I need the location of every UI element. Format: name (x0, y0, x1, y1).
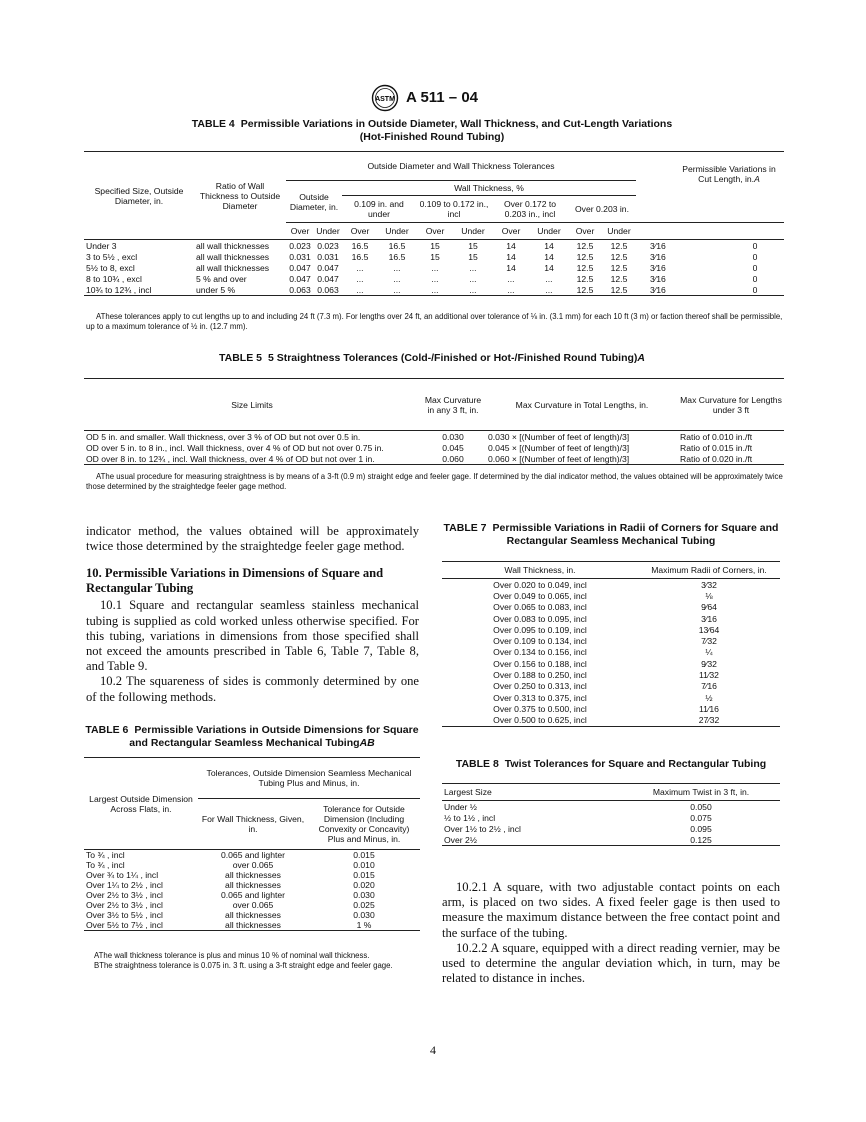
table-cell: Over 0.156 to 0.188, incl (493, 658, 587, 669)
table-cell: 9⁄64 (701, 602, 717, 613)
table-cell: 1 % (356, 920, 372, 930)
table-cell: all thicknesses (225, 870, 281, 880)
table-cell: Over 0.065 to 0.083, incl (493, 602, 587, 613)
table-cell: To ¾ , incl (86, 860, 125, 870)
table-row (442, 624, 780, 635)
table-cell: Over 0.109 to 0.134, incl (493, 636, 587, 647)
table-row (84, 890, 420, 900)
table-cell: 16.5 (388, 251, 406, 262)
table-cell: Over 0.188 to 0.250, incl (493, 670, 587, 681)
table5-title: TABLE 5 5 Straightness Tolerances (Cold-/Finished or Hot-/Finished Round Tubing)A (218, 352, 646, 364)
table-row (442, 635, 780, 646)
table-cell: 0.045 × [(Number of feet of length)/3] (488, 442, 630, 453)
table-cell: all thicknesses (225, 920, 281, 930)
table-cell: Over 2½ to 3½ , incl (86, 890, 163, 900)
table-cell: ... (356, 284, 364, 295)
table-cell: 12.5 (610, 273, 628, 284)
paragraph-10-2: 10.2 The squareness of sides is commonly determined by one of the following methods. (86, 674, 419, 704)
table-cell: 15 (430, 240, 440, 251)
table-row (442, 801, 780, 813)
table-cell: 12.5 (610, 240, 628, 251)
right-column-text (442, 880, 780, 986)
table7-title: TABLE 7 Permissible Variations in Radii of Corners for Square and Rectangular Seamless Mechanical Tubing (443, 522, 779, 547)
table-row (442, 692, 780, 703)
table-cell: 0.063 (317, 284, 339, 295)
table-row (84, 900, 420, 910)
table-row (442, 602, 780, 613)
table-cell: 0.023 (317, 240, 339, 251)
table-cell: ... (393, 262, 401, 273)
table-cell: 14 (506, 262, 516, 273)
table-cell: 0.095 (690, 823, 712, 834)
table-cell: Ratio of 0.015 in./ft (680, 442, 753, 453)
table-cell: ½ to 1½ , incl (444, 812, 496, 823)
table-cell: over 0.065 (232, 860, 274, 870)
table-cell: 0.030 (353, 910, 375, 920)
section-10-heading: 10. Permissible Variations in Dimensions of Square and Rectangular Tubing (86, 566, 384, 596)
table-cell: 0.031 (317, 251, 339, 262)
table-cell: Over 3½ to 5½ , incl (86, 910, 163, 920)
table-cell: 15 (468, 251, 478, 262)
table-cell: 16.5 (351, 240, 369, 251)
table-cell: 0.015 (353, 850, 375, 860)
table-row (84, 920, 420, 931)
table-row (84, 262, 784, 273)
table-cell: 0 (752, 240, 758, 251)
table5-footnote: AThe usual procedure for measuring straightness is by means of a 3-ft (0.9 m) straight edge and feeler gage. If determined by the dial indicator method, the values obtained will be approximately twice those determined by the straightedge feeler gage method. (86, 472, 783, 491)
table-cell: Ratio of 0.010 in./ft (680, 431, 753, 442)
table-cell: 0.015 (353, 870, 375, 880)
table-cell: 12.5 (576, 262, 594, 273)
table-cell: Over 2½ to 3½ , incl (86, 900, 163, 910)
table4-title: TABLE 4 Permissible Variations in Outside Diameter, Wall Thickness, and Cut-Length Variations (Hot-Finished Round Tubing) (191, 118, 673, 143)
table-cell: 3⁄32 (701, 579, 717, 590)
table-row (442, 658, 780, 669)
table-cell: 11⁄32 (699, 670, 719, 681)
table-cell: Over ¾ to 1¼ , incl (86, 870, 159, 880)
table-cell: 8 to 10¾ , excl (86, 273, 142, 284)
table-cell: ... (431, 284, 439, 295)
table7: Wall Thickness, in. Maximum Radii of Corners, in. Over 0.020 to 0.049, incl 3⁄32 Over 0.049 to 0.065, incl ⅛ Over 0.065 to 0.083, incl 9⁄64 Over 0.083 to 0.095, incl 3⁄16 Over 0.095 to 0.109, incl 13⁄64 Over 0.109 to 0.134, incl 7⁄32 Over 0.134 to 0.156, incl ¼ Over 0.156 to 0.188, incl 9⁄32 Over 0.188 to 0.250, incl 11⁄32 Over 0.250 to 0.313, incl 7⁄16 Over 0.313 to 0.375, incl ½ Over 0.375 to 0.500, incl 11⁄16 Over 0.500 to 0.625, incl 27⁄32 (442, 561, 780, 727)
table-cell: 14 (544, 262, 554, 273)
table-row (442, 579, 780, 591)
table-row (84, 453, 784, 465)
table-row (84, 860, 420, 870)
table-cell: 7⁄16 (701, 681, 717, 692)
table-cell: ... (545, 284, 553, 295)
svg-text:ASTM: ASTM (375, 96, 395, 103)
table-row (442, 681, 780, 692)
table-cell: 14 (544, 251, 554, 262)
table-cell: all thicknesses (225, 910, 281, 920)
table-cell: 0.047 (289, 262, 311, 273)
table-row (84, 284, 784, 296)
table6: Largest Outside Dimension Across Flats, in. Tolerances, Outside Dimension Seamless Mechanical Tubing Plus and Minus, in. For Wall Thickness, Given, in. Tolerance for Outside Dimension (Including Convexity or Concavity) Plus and Minus, in. To ¾ , incl 0.065 and lighter 0.015 To ¾ , incl over 0.065 0.010 Over ¾ to 1¼ , incl all thicknesses 0.015 Over 1¼ to 2½ , incl all thicknesses 0.020 Over 2½ to 3½ , incl 0.065 and lighter 0.030 Over 2½ to 3½ , incl over 0.065 0.025 Over 3½ to 5½ , incl all thicknesses 0.030 Over 5½ to 7½ , incl all thicknesses 1 % (84, 757, 420, 931)
table8: Largest Size Maximum Twist in 3 ft, in. Under ½ 0.050 ½ to 1½ , incl 0.075 Over 1½ to 2½ , incl 0.095 Over 2½ 0.125 (442, 783, 780, 846)
table-row (442, 613, 780, 624)
table-cell: 0.030 (353, 890, 375, 900)
table-cell: 0.020 (353, 880, 375, 890)
table-cell: ... (393, 273, 401, 284)
paragraph-continuation: indicator method, the values obtained will be approximately twice those determined by the straightedge feeler gage method. (86, 524, 419, 554)
table-cell: Over 0.083 to 0.095, incl (493, 613, 587, 624)
table-cell: 7⁄32 (701, 636, 717, 647)
table-cell: ... (356, 262, 364, 273)
table-row (442, 812, 780, 823)
table-cell: all wall thicknesses (196, 240, 270, 251)
table-cell: 0.047 (317, 262, 339, 273)
astm-logo-icon (370, 84, 400, 112)
table-cell: 16.5 (351, 251, 369, 262)
table-cell: 12.5 (576, 284, 594, 295)
table-cell: Over 1¼ to 2½ , incl (86, 880, 163, 890)
table-cell: 0.050 (690, 801, 712, 812)
table-cell: 0 (752, 262, 758, 273)
table-cell: Over 0.500 to 0.625, incl (493, 715, 587, 726)
table-cell: 16.5 (388, 240, 406, 251)
table-cell: 3⁄16 (650, 262, 666, 273)
table-cell: 12.5 (576, 251, 594, 262)
table-cell: 0.065 and lighter (220, 850, 286, 860)
table-row (84, 910, 420, 920)
table-cell: 0.075 (690, 812, 712, 823)
table-cell: 15 (468, 240, 478, 251)
table-row (84, 850, 420, 861)
page-header (370, 84, 500, 112)
table-cell: Over 0.250 to 0.313, incl (493, 681, 587, 692)
table-cell: OD 5 in. and smaller. Wall thickness, over 3 % of OD but not over 0.5 in. (86, 431, 361, 442)
table-cell: 0.030 (442, 431, 464, 442)
table4: Specified Size, Outside Diameter, in. Ratio of Wall Thickness to Outside Diameter Outside Diameter and Wall Thickness Tolerances Permissible Variations in Cut Length, in.A Outside Diameter, in. Wall Thickness, % 0.109 in. and under 0.109 to 0.172 in., incl Over 0.172 to 0.203 in., incl Over 0.203 in. Over Under Over Under Over Under Over Under Over Under Under 3 all wall thicknesses 0.023 0.023 16.5 16.5 15 15 14 14 12.5 12.5 3⁄16 0 3 to 5½ , excl all wall thicknesses 0.031 0.031 16.5 16.5 15 15 14 14 12.5 12.5 3⁄16 0 5½ to 8, excl all wall thicknesses 0.047 0.047 ... ... ... ... 14 14 12.5 12.5 3⁄16 0 8 to 10¾ , excl 5 % and over 0.047 0.047 ... ... ... ... ... ... 12.5 12.5 3⁄16 0 10¾ to 12¾ , incl under 5 % 0.063 0.063 ... ... ... ... ... ... 12.5 12.5 3⁄16 0 (84, 151, 784, 296)
table-cell: all wall thicknesses (196, 251, 270, 262)
table-cell: 3⁄16 (650, 284, 666, 295)
table-cell: 0.010 (353, 860, 375, 870)
designation: A 511 – 04 (406, 89, 479, 106)
paragraph-10-1: 10.1 Square and rectangular seamless stainless mechanical tubing is supplied as cold worked unless otherwise specified. For this tubing, variations in dimensions from those specified shall not exceed the amounts prescribed in Table 6, Table 7, Table 8, and Table 9. (86, 598, 419, 674)
table-cell: 0.060 × [(Number of feet of length)/3] (488, 453, 630, 464)
table-cell: 0.023 (289, 240, 311, 251)
left-column-text (86, 524, 419, 705)
table-cell: Over 2½ (444, 834, 477, 845)
table-cell: 14 (506, 240, 516, 251)
table-row (84, 431, 784, 443)
table6-title: TABLE 6 Permissible Variations in Outside Dimensions for Square and Rectangular Seamless Mechanical TubingAB (85, 724, 419, 749)
table-cell: 15 (430, 251, 440, 262)
table-cell: 3⁄16 (650, 273, 666, 284)
table-cell: 0.030 × [(Number of feet of length)/3] (488, 431, 630, 442)
table5: Size Limits Max Curvature in any 3 ft, in. Max Curvature in Total Lengths, in. Max Curvature for Lengths under 3 ft OD 5 in. and smaller. Wall thickness, over 3 % of OD but not over 0.5 in. 0.030 0.030 × [(Number of feet of length)/3] Ratio of 0.010 in./ft OD over 5 in. to 8 in., incl. Wall thickness, over 4 % of OD but not over 0.75 in. 0.045 0.045 × [(Number of feet of length)/3] Ratio of 0.015 in./ft OD over 8 in. to 12¾ , incl. Wall thickness, over 4 % of OD but not over 1 in. 0.060 0.060 × [(Number of feet of length)/3] Ratio of 0.020 in./ft (84, 378, 784, 465)
table-cell: 14 (506, 251, 516, 262)
paragraph-10-2-1: 10.2.1 A square, with two adjustable contact points on each arm, is placed on two sides. A fixed feeler gage is then used to measure the maximum distance between the free contact point and the surface of the tubing. (442, 880, 780, 940)
table-cell: 12.5 (576, 240, 594, 251)
table-cell: ⅛ (705, 590, 713, 601)
table-cell: 3⁄16 (701, 613, 717, 624)
table-row (84, 870, 420, 880)
table-row (84, 251, 784, 262)
table-cell: 3⁄16 (650, 251, 666, 262)
table-cell: Over 1½ to 2½ , incl (444, 823, 521, 834)
table-cell: under 5 % (196, 284, 236, 295)
table-cell: 0.045 (442, 442, 464, 453)
table-cell: 0.065 and lighter (220, 890, 286, 900)
table-cell: all thicknesses (225, 880, 281, 890)
table-cell: OD over 8 in. to 12¾ , incl. Wall thickness, over 4 % of OD but not over 1 in. (86, 453, 375, 464)
table-cell: Under 3 (86, 240, 117, 251)
table-cell: all wall thicknesses (196, 262, 270, 273)
table-cell: Over 0.095 to 0.109, incl (493, 624, 587, 635)
table8-title: TABLE 8 Twist Tolerances for Square and Rectangular Tubing (455, 758, 767, 770)
table-cell: 0 (752, 273, 758, 284)
table-cell: 0.047 (289, 273, 311, 284)
table-cell: 12.5 (576, 273, 594, 284)
table-cell: ... (545, 273, 553, 284)
table-cell: OD over 5 in. to 8 in., incl. Wall thickness, over 4 % of OD but not over 0.75 in. (86, 442, 384, 453)
table-cell: 0.063 (289, 284, 311, 295)
table-cell: Ratio of 0.020 in./ft (680, 453, 753, 464)
table-cell: To ¾ , incl (86, 850, 125, 860)
table-cell: 3 to 5½ , excl (86, 251, 138, 262)
table-cell: Over 0.375 to 0.500, incl (493, 703, 587, 714)
table-cell: 12.5 (610, 251, 628, 262)
table-row (442, 823, 780, 834)
table-cell: 0.125 (690, 834, 712, 845)
table-cell: 11⁄16 (699, 703, 719, 714)
table-cell: 27⁄32 (698, 715, 720, 726)
table-cell: ... (431, 273, 439, 284)
table-row (84, 442, 784, 453)
table-row (442, 590, 780, 601)
table-row (84, 880, 420, 890)
table-cell: ... (469, 284, 477, 295)
table-cell: 0.031 (289, 251, 311, 262)
table-cell: 5 % and over (196, 273, 247, 284)
page-number: 4 (430, 1043, 436, 1057)
table6-footnotes: AThe wall thickness tolerance is plus and minus 10 % of nominal wall thickness. BThe straightness tolerance is 0.075 in. 3 ft. using a 3-ft straight edge and feeler gage. (94, 951, 393, 970)
table-cell: ... (507, 284, 515, 295)
table-cell: Over 0.134 to 0.156, incl (493, 647, 587, 658)
table-cell: 9⁄32 (701, 658, 717, 669)
table-cell: ... (393, 284, 401, 295)
table-cell: 0.060 (442, 453, 464, 464)
table-cell: 5½ to 8, excl (86, 262, 135, 273)
table-cell: 0.025 (353, 900, 375, 910)
table-cell: 13⁄64 (698, 624, 720, 635)
table-cell: Over 5½ to 7½ , incl (86, 920, 163, 930)
table-cell: ... (469, 262, 477, 273)
paragraph-10-2-2: 10.2.2 A square, equipped with a direct reading vernier, may be used to determine the angular deviation which, in turn, may be related to distance in inches. (442, 940, 780, 986)
table-row (442, 715, 780, 727)
table4-footnote: AThese tolerances apply to cut lengths up to and including 24 ft (7.3 m). For lengths over 24 ft, an additional over tolerance of ⅛ in. (3.1 mm) for each 10 ft (3 m) or faction thereof shall be permissible, up to a maximum tolerance of ½ in. (12.7 mm). (86, 312, 783, 331)
table-cell: ¼ (705, 647, 713, 658)
table-cell: 10¾ to 12¾ , incl (86, 284, 152, 295)
table-cell: 3⁄16 (650, 240, 666, 251)
table-row (442, 669, 780, 680)
table-row (84, 273, 784, 284)
table-cell: ... (507, 273, 515, 284)
table-cell: ... (356, 273, 364, 284)
table-cell: over 0.065 (232, 900, 274, 910)
table-row (84, 240, 784, 252)
table-cell: Under ½ (444, 801, 477, 812)
table-row (442, 834, 780, 846)
table-cell: Over 0.049 to 0.065, incl (493, 590, 587, 601)
table-cell: 12.5 (610, 284, 628, 295)
table-cell: 0 (752, 251, 758, 262)
table-row (442, 703, 780, 714)
table-cell: ½ (705, 692, 713, 703)
table-cell: 0.047 (317, 273, 339, 284)
table-cell: 12.5 (610, 262, 628, 273)
table-cell: ... (431, 262, 439, 273)
table-cell: 14 (544, 240, 554, 251)
table-cell: Over 0.313 to 0.375, incl (493, 692, 587, 703)
table-cell: ... (469, 273, 477, 284)
table-row (442, 647, 780, 658)
table-cell: Over 0.020 to 0.049, incl (493, 579, 587, 590)
table-cell: 0 (752, 284, 758, 295)
